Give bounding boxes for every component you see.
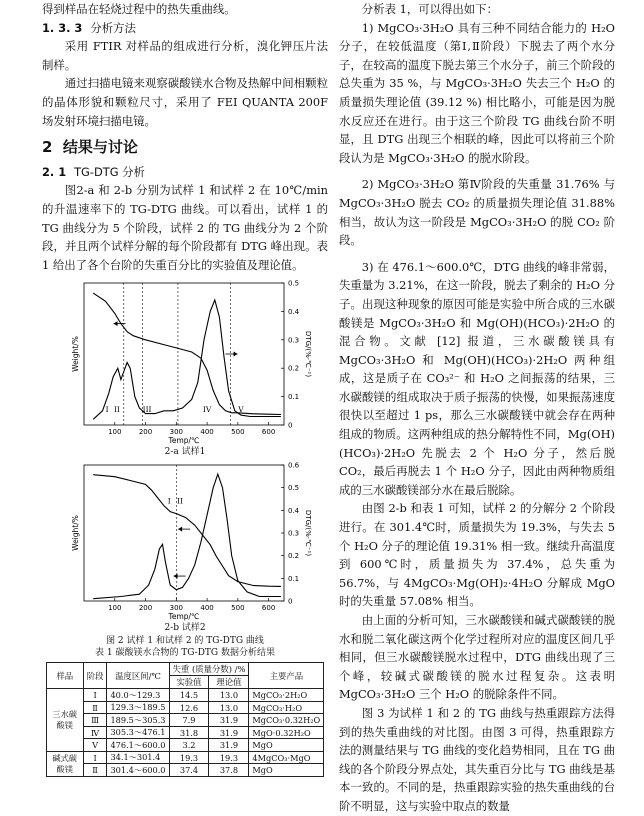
subfigure-caption: 2-b 试样2 (164, 623, 206, 634)
x-tick-label: 400 (200, 604, 214, 613)
tg-dtg-chart-sample2 (42, 461, 328, 623)
paragraph: 采用 FTIR 对样品的组成进行分析，溴化钾压片法制样。 (42, 39, 328, 72)
x-tick-label: 100 (108, 428, 122, 437)
table-cell-stage: Ⅰ (83, 751, 107, 764)
table-cell-theo: 31.9 (209, 726, 249, 739)
paragraph: 由上面的分析可知，三水碳酸镁和碱式碳酸镁的脱水和脱二氧化碳这两个化学过程所对应的温度区间几乎相同，但三水碳酸镁脱水过程中，DTG 曲线出现了三个峰，较碱式碳酸镁的脱水过程复杂。这表明 MgCO₃·3H₂O 三个 H₂O 的脱除条件不同。 (339, 613, 615, 702)
dtg-curve (93, 474, 281, 599)
section-number: 2 (42, 138, 53, 157)
table-cell-stage: Ⅱ (83, 764, 107, 777)
table-header-row (46, 663, 324, 676)
stage-label: II (177, 496, 183, 506)
y2-tick-label: 0 (288, 421, 293, 430)
stage-label: IV (202, 405, 212, 415)
th-range: 温度区间/℃ (107, 663, 169, 689)
section-title: TG-DTG 分析 (74, 164, 145, 179)
y2-tick-label: 0.3 (288, 529, 300, 538)
figure-caption: 图 2 试样 1 和试样 2 的 TG-DTG 曲线 (106, 636, 264, 647)
table-cell-prod: MgCO₃·0.32H₂O (249, 714, 324, 727)
x-tick-label: 500 (231, 604, 245, 613)
section-title: 分析方法 (90, 20, 136, 35)
section-heading-2-1 (42, 163, 328, 182)
y2-tick-label: 0.6 (288, 461, 300, 470)
table-row (46, 689, 324, 702)
th-sample: 样品 (46, 663, 83, 689)
table-cell-prod: MgO·0.32H₂O (249, 726, 324, 739)
table-row (46, 764, 324, 777)
plot-frame (84, 465, 284, 601)
y2-tick-label: 0.5 (288, 484, 300, 493)
table-cell-prod: MgO (249, 764, 324, 777)
section-heading-1-3-3 (42, 19, 328, 38)
x-tick-label: 100 (108, 604, 122, 613)
table-body-group2 (46, 751, 324, 776)
y2-tick-label: 0.5 (288, 279, 300, 288)
y2-axis-label: DTG/(%·℃⁻¹) (304, 510, 312, 557)
tg-curve (93, 293, 281, 414)
table-cell-stage: Ⅳ (83, 726, 107, 739)
table-cell-theo: 31.9 (209, 714, 249, 727)
section-number: 2. 1 (42, 164, 67, 179)
x-tick-label: 600 (261, 428, 276, 437)
table-row (46, 726, 324, 739)
table-cell-prod: MgO (249, 739, 324, 752)
table-cell-stage: Ⅴ (83, 739, 107, 752)
table-cell-exp: 31.8 (169, 726, 209, 739)
table-cell-exp: 14.5 (169, 689, 209, 702)
results-table (46, 662, 325, 777)
x-tick-label: 200 (138, 604, 153, 613)
table-cell-exp: 37.4 (169, 764, 209, 777)
y2-axis-label: DTG/(%·℃⁻¹) (304, 331, 312, 378)
table-cell-range: 301.4～600.0 (107, 764, 169, 777)
table-cell-range: 305.3～476.1 (107, 726, 169, 739)
table-caption: 表 1 碳酸镁水合物的 TG-DTG 数据分析结果 (95, 648, 275, 659)
section-heading-2 (42, 138, 328, 157)
y2-tick-label: 0.4 (288, 308, 300, 317)
paragraph: 得到样品在轻烧过程中的热失重曲线。 (42, 2, 236, 16)
paragraph: 通过扫描电镜来观察碳酸镁水合物及热解中间相颗粒的晶体形貌和颗粒尺寸，采用了 FEI QUANTA 200F 场发射环境扫描电镜。 (42, 76, 328, 128)
th-exp: 实验值 (169, 676, 209, 689)
table-cell-range: 40.0～129.3 (107, 689, 169, 702)
y2-tick-label: 0 (288, 597, 293, 606)
table-body-group1 (46, 689, 324, 752)
table-cell-range: 129.3～189.5 (107, 701, 169, 714)
table-cell-theo: 19.3 (209, 751, 249, 764)
x-axis-label: Temp/℃ (168, 612, 200, 622)
arrow-head (178, 527, 182, 532)
subfigure-caption: 2-a 试样1 (164, 447, 206, 458)
y2-tick-label: 0.3 (288, 336, 300, 345)
th-loss: 失重 (质量分数) /% (169, 663, 249, 676)
x-tick-label: 200 (138, 428, 153, 437)
table-cell-exp: 3.2 (169, 739, 209, 752)
figure-2a (42, 277, 328, 447)
table-cell-stage: Ⅲ (83, 714, 107, 727)
table-cell-range: 476.1～600.0 (107, 739, 169, 752)
y2-tick-label: 0.2 (288, 552, 300, 561)
section-number: 1. 3. 3 (42, 20, 83, 35)
x-tick-label: 300 (169, 428, 183, 437)
arrow-head (114, 321, 118, 326)
stage-label: II (113, 405, 120, 415)
y2-tick-label: 0.1 (288, 575, 300, 584)
y2-tick-label: 0.4 (288, 507, 300, 516)
table-cell-prod: 4MgCO₃·MgO (249, 751, 324, 764)
stage-label: I (105, 405, 109, 415)
table-cell-exp: 19.3 (169, 751, 209, 764)
th-stage: 阶段 (83, 663, 107, 689)
stage-label: V (238, 405, 244, 415)
table-cell-exp: 7.9 (169, 714, 209, 727)
section-title: 结果与讨论 (62, 138, 138, 157)
x-tick-label: 500 (231, 428, 245, 437)
y2-tick-label: 0.1 (288, 393, 300, 402)
tg-dtg-chart-sample1 (42, 277, 328, 447)
table-cell-sample: 三水碳酸镁 (46, 689, 83, 752)
paragraph: 3) 在 476.1～600.0℃，DTG 曲线的峰非常弱，失重量为 3.21%，在这一阶段，脱去了剩余的 H₂O 分子。出现这种现象的原因可能是实验中所合成的三水碳酸镁是 MgCO₃·3H₂O 和 Mg(OH)(HCO₃)·2H₂O 的混合物。文献 [12] 报道，三水碳酸镁具有 MgCO₃·3H₂O 和 Mg(OH)(HCO₃)·2H₂O 两种组成，这是质子在 CO₃²⁻ 和 H₂O 之间振荡的结果，三水碳酸镁的组成取决于质子振荡的快慢，如果振荡速度很快以至超过 1 ps，那么三水碳酸镁中就会存在两种组成的物质。这两种组成的热分解特性不同，Mg(OH)(HCO₃)·2H₂O 先脱去 2 个 H₂O 分子，然后脱 CO₂，最后再脱去 1 个 H₂O 分子，因此由两种物质组成的三水碳酸镁部分水在最后脱除。 (339, 259, 615, 497)
table-row (46, 751, 324, 764)
table-row (46, 701, 324, 714)
y-axis-label: Weight/% (71, 515, 80, 552)
plot-frame (84, 283, 284, 425)
y-axis-label: Weight/% (71, 336, 80, 373)
paragraph: 图2-a 和 2-b 分别为试样 1 和试样 2 在 10℃/min 的升温速率下的 TG-DTG 曲线。可以看出，试样 1 的 TG 曲线分为 5 个阶段，试样 2 的 TG 曲线分为 2 个阶段，并且两个试样分解的每个阶段都有 DTG 峰出现。表 1 给出了各个台阶的失重百分比的实验值及理论值。 (42, 183, 328, 272)
y2-tick-label: 0.2 (288, 365, 300, 374)
table-cell-theo: 37.8 (209, 764, 249, 777)
tg-curve (93, 475, 281, 587)
x-tick-label: 400 (200, 428, 214, 437)
table-row (46, 739, 324, 752)
x-axis-label: Temp/℃ (168, 436, 200, 446)
table-cell-range: 189.5～305.3 (107, 714, 169, 727)
figure-2b (42, 461, 328, 623)
table-row (46, 714, 324, 727)
table-cell-prod: MgCO₃·H₂O (249, 701, 324, 714)
right-column (339, 0, 615, 816)
stage-label: I (167, 496, 171, 506)
arrow-head (174, 574, 178, 579)
paragraph: 图 3 为试样 1 和 2 的 TG 曲线与热重跟踪方法得到的热失重曲线的对比图。由图 3 可得，热重跟踪方法的测量结果与 TG 曲线的变化趋势相同，且在 TG 曲线的各个阶段分界点处，其失重百分比与 TG 曲线是基本一致的。不同的是，热重跟踪实验的热失重曲线的台阶不明显，这与实验中取点的数量 (339, 705, 615, 813)
paragraph: 分析表 1，可以得出如下： (361, 2, 498, 16)
table-cell-stage: Ⅱ (83, 701, 107, 714)
table-cell-theo: 13.0 (209, 701, 249, 714)
x-tick-label: 600 (261, 604, 276, 613)
table-cell-theo: 31.9 (209, 739, 249, 752)
table-cell-stage: Ⅰ (83, 689, 107, 702)
table-cell-theo: 13.0 (209, 689, 249, 702)
dtg-curve (93, 300, 281, 419)
stage-label: III (142, 405, 152, 415)
paragraph: 2) MgCO₃·3H₂O 第Ⅳ阶段的失重量 31.76% 与 MgCO₃·3H₂O 脱去 CO₂ 的质量损失理论值 31.88% 相当，故认为这一阶段是 MgCO₃·3H₂O 的脱 CO₂ 阶段。 (339, 177, 615, 248)
paragraph: 1) MgCO₃·3H₂O 具有三种不同结合能力的 H₂O 分子，在较低温度（第Ⅰ,Ⅱ阶段）下脱去了两个水分子，在较高的温度下脱去第三个水分子，前三个阶段的总失重为 35 %，与 MgCO₃·3H₂O 失去三个 H₂O 的质量损失理论值 (39.12 %) 相比略小，可能是因为脱水反应还在进行。由于这三个阶段 TG 曲线台阶不明显，且 DTG 出现三个相联的峰，因此可以将前三个阶段认为是 MgCO₃·3H₂O 的脱水阶段。 (339, 20, 615, 165)
x-tick-label: 300 (169, 604, 183, 613)
left-column (42, 0, 328, 777)
th-product: 主要产品 (249, 663, 324, 689)
table-cell-sample: 碱式碳酸镁 (46, 751, 83, 776)
table-cell-range: 34.1～301.4 (107, 751, 169, 764)
arrow-head (234, 352, 238, 357)
table-cell-prod: MgCO₃·2H₂O (249, 689, 324, 702)
paragraph: 由图 2-b 和表 1 可知，试样 2 的分解分 2 个阶段进行。在 301.4℃时，质量损失为 19.3%，与失去 5 个 H₂O 分子的理论值 19.31% 相一致。继续升高温度到 600℃时，质量损失为 37.4%，总失重为 56.7%，与 4MgCO₃·Mg(OH)₂·4H₂O 分解成 MgO 时的失重量 57.08% 相当。 (339, 501, 615, 609)
th-theo: 理论值 (209, 676, 249, 689)
table-cell-exp: 12.6 (169, 701, 209, 714)
